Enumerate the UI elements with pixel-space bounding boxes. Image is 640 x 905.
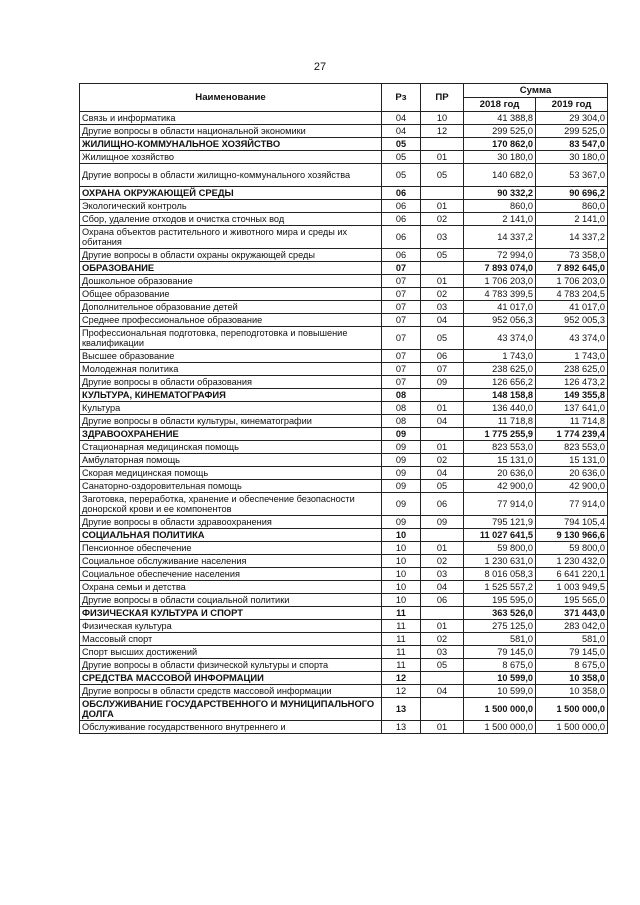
row-rz-cell: 05 <box>382 138 421 151</box>
table-row <box>80 633 608 646</box>
row-2019-cell: 11 714,8 <box>536 415 608 428</box>
row-2018-cell: 952 056,3 <box>464 314 536 327</box>
row-rz-cell: 11 <box>382 659 421 672</box>
row-name-cell: Стационарная медицинская помощь <box>80 441 382 454</box>
row-rz-cell: 05 <box>382 164 421 187</box>
row-rz-cell: 09 <box>382 493 421 516</box>
table-row <box>80 415 608 428</box>
header-rz: Рз <box>382 84 421 112</box>
row-pr-cell: 04 <box>421 581 464 594</box>
table-row <box>80 454 608 467</box>
row-rz-cell: 08 <box>382 389 421 402</box>
row-name-cell: Спорт высших достижений <box>80 646 382 659</box>
row-2019-cell: 149 355,8 <box>536 389 608 402</box>
row-2018-cell: 4 783 399,5 <box>464 288 536 301</box>
row-name-cell: Физическая культура <box>80 620 382 633</box>
row-2019-cell: 30 180,0 <box>536 151 608 164</box>
row-rz-cell: 06 <box>382 200 421 213</box>
row-2019-cell: 1 774 239,4 <box>536 428 608 441</box>
header-name: Наименование <box>80 84 382 112</box>
row-pr-cell: 03 <box>421 301 464 314</box>
row-2018-cell: 77 914,0 <box>464 493 536 516</box>
row-name-cell: ЖИЛИЩНО-КОММУНАЛЬНОЕ ХОЗЯЙСТВО <box>80 138 382 151</box>
header-year-2019: 2019 год <box>536 98 608 112</box>
row-2019-cell: 794 105,4 <box>536 516 608 529</box>
table-row <box>80 125 608 138</box>
row-2018-cell: 1 525 557,2 <box>464 581 536 594</box>
row-rz-cell: 10 <box>382 568 421 581</box>
row-rz-cell: 11 <box>382 620 421 633</box>
row-pr-cell: 03 <box>421 226 464 249</box>
row-name-cell: Скорая медицинская помощь <box>80 467 382 480</box>
row-rz-cell: 06 <box>382 213 421 226</box>
row-2018-cell: 42 900,0 <box>464 480 536 493</box>
row-2019-cell: 59 800,0 <box>536 542 608 555</box>
row-2018-cell: 238 625,0 <box>464 363 536 376</box>
row-pr-cell: 02 <box>421 555 464 568</box>
row-pr-cell <box>421 389 464 402</box>
table-row <box>80 402 608 415</box>
row-pr-cell: 05 <box>421 480 464 493</box>
row-2019-cell: 2 141,0 <box>536 213 608 226</box>
row-pr-cell <box>421 262 464 275</box>
row-pr-cell: 04 <box>421 685 464 698</box>
table-row <box>80 467 608 480</box>
row-2019-cell: 952 005,3 <box>536 314 608 327</box>
row-rz-cell: 09 <box>382 516 421 529</box>
table-row <box>80 441 608 454</box>
row-rz-cell: 06 <box>382 249 421 262</box>
row-pr-cell <box>421 187 464 200</box>
row-2019-cell: 9 130 966,6 <box>536 529 608 542</box>
table-row <box>80 555 608 568</box>
row-2018-cell: 2 141,0 <box>464 213 536 226</box>
row-pr-cell: 02 <box>421 288 464 301</box>
row-2018-cell: 140 682,0 <box>464 164 536 187</box>
header-year-2018: 2018 год <box>464 98 536 112</box>
row-2018-cell: 148 158,8 <box>464 389 536 402</box>
table-row <box>80 275 608 288</box>
row-name-cell: Жилищное хозяйство <box>80 151 382 164</box>
table-row <box>80 568 608 581</box>
row-pr-cell: 01 <box>421 620 464 633</box>
row-2019-cell: 90 696,2 <box>536 187 608 200</box>
table-row <box>80 249 608 262</box>
row-2019-cell: 15 131,0 <box>536 454 608 467</box>
row-pr-cell <box>421 428 464 441</box>
row-2018-cell: 299 525,0 <box>464 125 536 138</box>
row-name-cell: Социальное обслуживание населения <box>80 555 382 568</box>
row-name-cell: Другие вопросы в области здравоохранения <box>80 516 382 529</box>
row-name-cell: Социальное обеспечение населения <box>80 568 382 581</box>
header-pr: ПР <box>421 84 464 112</box>
row-2019-cell: 1 706 203,0 <box>536 275 608 288</box>
row-pr-cell <box>421 529 464 542</box>
row-rz-cell: 10 <box>382 555 421 568</box>
row-pr-cell: 05 <box>421 327 464 350</box>
row-pr-cell: 04 <box>421 467 464 480</box>
row-2018-cell: 14 337,2 <box>464 226 536 249</box>
section-row <box>80 428 608 441</box>
row-2018-cell: 43 374,0 <box>464 327 536 350</box>
row-name-cell: Связь и информатика <box>80 112 382 125</box>
row-pr-cell: 05 <box>421 164 464 187</box>
table-row <box>80 301 608 314</box>
row-rz-cell: 12 <box>382 672 421 685</box>
row-2018-cell: 860,0 <box>464 200 536 213</box>
row-2018-cell: 1 775 255,9 <box>464 428 536 441</box>
table-row <box>80 376 608 389</box>
row-name-cell: Другие вопросы в области культуры, кинематографии <box>80 415 382 428</box>
row-name-cell: Заготовка, переработка, хранение и обеспечение безопасности донорской крови и ее компонентов <box>80 493 382 516</box>
section-row <box>80 529 608 542</box>
row-rz-cell: 11 <box>382 607 421 620</box>
row-rz-cell: 07 <box>382 376 421 389</box>
table-row <box>80 659 608 672</box>
row-2019-cell: 77 914,0 <box>536 493 608 516</box>
table-row <box>80 350 608 363</box>
table-row <box>80 542 608 555</box>
row-pr-cell: 06 <box>421 594 464 607</box>
row-pr-cell: 01 <box>421 542 464 555</box>
row-rz-cell: 08 <box>382 402 421 415</box>
row-2018-cell: 195 595,0 <box>464 594 536 607</box>
row-rz-cell: 10 <box>382 581 421 594</box>
row-2019-cell: 1 003 949,5 <box>536 581 608 594</box>
row-2019-cell: 53 367,0 <box>536 164 608 187</box>
row-name-cell: Другие вопросы в области национальной экономики <box>80 125 382 138</box>
row-2019-cell: 6 641 220,1 <box>536 568 608 581</box>
row-2019-cell: 10 358,0 <box>536 685 608 698</box>
row-2018-cell: 1 230 631,0 <box>464 555 536 568</box>
row-name-cell: Молодежная политика <box>80 363 382 376</box>
row-2018-cell: 581,0 <box>464 633 536 646</box>
table-row <box>80 288 608 301</box>
row-name-cell: ОХРАНА ОКРУЖАЮЩЕЙ СРЕДЫ <box>80 187 382 200</box>
row-pr-cell: 04 <box>421 314 464 327</box>
row-2018-cell: 8 016 058,3 <box>464 568 536 581</box>
row-pr-cell: 05 <box>421 659 464 672</box>
row-rz-cell: 04 <box>382 112 421 125</box>
row-name-cell: ЗДРАВООХРАНЕНИЕ <box>80 428 382 441</box>
row-2018-cell: 8 675,0 <box>464 659 536 672</box>
table-row <box>80 200 608 213</box>
row-2019-cell: 238 625,0 <box>536 363 608 376</box>
row-name-cell: Охрана объектов растительного и животного мира и среды их обитания <box>80 226 382 249</box>
row-2018-cell: 11 027 641,5 <box>464 529 536 542</box>
row-name-cell: Экологический контроль <box>80 200 382 213</box>
row-rz-cell: 12 <box>382 685 421 698</box>
row-rz-cell: 10 <box>382 529 421 542</box>
row-2018-cell: 41 017,0 <box>464 301 536 314</box>
row-2019-cell: 195 565,0 <box>536 594 608 607</box>
row-pr-cell: 01 <box>421 441 464 454</box>
section-row <box>80 672 608 685</box>
row-2018-cell: 7 893 074,0 <box>464 262 536 275</box>
row-pr-cell <box>421 672 464 685</box>
header-sum: Сумма <box>464 84 608 98</box>
table-row <box>80 493 608 516</box>
row-pr-cell: 09 <box>421 516 464 529</box>
section-row <box>80 389 608 402</box>
row-pr-cell: 04 <box>421 415 464 428</box>
row-pr-cell: 01 <box>421 275 464 288</box>
row-2019-cell: 4 783 204,5 <box>536 288 608 301</box>
row-2018-cell: 72 994,0 <box>464 249 536 262</box>
row-2019-cell: 42 900,0 <box>536 480 608 493</box>
table-row <box>80 516 608 529</box>
page-number: 27 <box>313 61 327 73</box>
row-2019-cell: 299 525,0 <box>536 125 608 138</box>
table-row <box>80 646 608 659</box>
section-row <box>80 138 608 151</box>
row-pr-cell: 07 <box>421 363 464 376</box>
row-rz-cell: 07 <box>382 262 421 275</box>
table-row <box>80 226 608 249</box>
row-pr-cell: 12 <box>421 125 464 138</box>
row-rz-cell: 07 <box>382 288 421 301</box>
table-row <box>80 721 608 734</box>
row-rz-cell: 04 <box>382 125 421 138</box>
row-rz-cell: 07 <box>382 363 421 376</box>
row-pr-cell: 02 <box>421 454 464 467</box>
row-pr-cell: 03 <box>421 646 464 659</box>
section-row <box>80 698 608 721</box>
table-row <box>80 480 608 493</box>
row-rz-cell: 13 <box>382 698 421 721</box>
row-name-cell: Амбулаторная помощь <box>80 454 382 467</box>
table-row <box>80 327 608 350</box>
row-2018-cell: 41 388,8 <box>464 112 536 125</box>
row-2018-cell: 11 718,8 <box>464 415 536 428</box>
row-2019-cell: 20 636,0 <box>536 467 608 480</box>
row-2018-cell: 1 743,0 <box>464 350 536 363</box>
row-rz-cell: 11 <box>382 633 421 646</box>
row-rz-cell: 09 <box>382 454 421 467</box>
row-rz-cell: 08 <box>382 415 421 428</box>
budget-table <box>79 83 608 734</box>
row-2018-cell: 1 500 000,0 <box>464 698 536 721</box>
row-rz-cell: 07 <box>382 350 421 363</box>
row-pr-cell: 01 <box>421 200 464 213</box>
row-2018-cell: 10 599,0 <box>464 685 536 698</box>
row-name-cell: Сбор, удаление отходов и очистка сточных вод <box>80 213 382 226</box>
table-body <box>80 112 608 734</box>
row-2018-cell: 1 500 000,0 <box>464 721 536 734</box>
row-name-cell: Другие вопросы в области физической культуры и спорта <box>80 659 382 672</box>
row-2018-cell: 823 553,0 <box>464 441 536 454</box>
row-name-cell: Массовый спорт <box>80 633 382 646</box>
section-row <box>80 262 608 275</box>
row-2018-cell: 795 121,9 <box>464 516 536 529</box>
row-name-cell: Дошкольное образование <box>80 275 382 288</box>
row-2018-cell: 10 599,0 <box>464 672 536 685</box>
table-row <box>80 620 608 633</box>
table-row <box>80 151 608 164</box>
row-2018-cell: 1 706 203,0 <box>464 275 536 288</box>
row-2019-cell: 8 675,0 <box>536 659 608 672</box>
row-pr-cell: 10 <box>421 112 464 125</box>
row-pr-cell <box>421 698 464 721</box>
row-name-cell: Дополнительное образование детей <box>80 301 382 314</box>
row-rz-cell: 07 <box>382 314 421 327</box>
row-pr-cell: 01 <box>421 721 464 734</box>
row-name-cell: Культура <box>80 402 382 415</box>
row-rz-cell: 06 <box>382 187 421 200</box>
row-name-cell: Охрана семьи и детства <box>80 581 382 594</box>
row-2019-cell: 79 145,0 <box>536 646 608 659</box>
row-pr-cell <box>421 138 464 151</box>
row-2018-cell: 363 526,0 <box>464 607 536 620</box>
row-name-cell: КУЛЬТУРА, КИНЕМАТОГРАФИЯ <box>80 389 382 402</box>
row-rz-cell: 11 <box>382 646 421 659</box>
row-name-cell: ФИЗИЧЕСКАЯ КУЛЬТУРА И СПОРТ <box>80 607 382 620</box>
row-pr-cell: 01 <box>421 151 464 164</box>
row-rz-cell: 09 <box>382 428 421 441</box>
row-2018-cell: 79 145,0 <box>464 646 536 659</box>
row-rz-cell: 07 <box>382 301 421 314</box>
row-2018-cell: 275 125,0 <box>464 620 536 633</box>
row-2019-cell: 29 304,0 <box>536 112 608 125</box>
row-name-cell: Санаторно-оздоровительная помощь <box>80 480 382 493</box>
row-name-cell: Другие вопросы в области охраны окружающей среды <box>80 249 382 262</box>
row-2019-cell: 73 358,0 <box>536 249 608 262</box>
row-name-cell: Пенсионное обеспечение <box>80 542 382 555</box>
row-2018-cell: 136 440,0 <box>464 402 536 415</box>
row-2019-cell: 7 892 645,0 <box>536 262 608 275</box>
row-rz-cell: 10 <box>382 542 421 555</box>
row-2019-cell: 283 042,0 <box>536 620 608 633</box>
row-rz-cell: 07 <box>382 327 421 350</box>
row-2018-cell: 59 800,0 <box>464 542 536 555</box>
table-row <box>80 685 608 698</box>
table-row <box>80 314 608 327</box>
row-2019-cell: 137 641,0 <box>536 402 608 415</box>
row-name-cell: Профессиональная подготовка, переподготовка и повышение квалификации <box>80 327 382 350</box>
row-2019-cell: 1 230 432,0 <box>536 555 608 568</box>
row-name-cell: СРЕДСТВА МАССОВОЙ ИНФОРМАЦИИ <box>80 672 382 685</box>
row-pr-cell: 06 <box>421 493 464 516</box>
row-2019-cell: 371 443,0 <box>536 607 608 620</box>
row-rz-cell: 07 <box>382 275 421 288</box>
table-row <box>80 164 608 187</box>
row-2019-cell: 10 358,0 <box>536 672 608 685</box>
row-2019-cell: 43 374,0 <box>536 327 608 350</box>
row-2018-cell: 30 180,0 <box>464 151 536 164</box>
row-name-cell: Другие вопросы в области образования <box>80 376 382 389</box>
row-name-cell: ОБСЛУЖИВАНИЕ ГОСУДАРСТВЕННОГО И МУНИЦИПАЛЬНОГО ДОЛГА <box>80 698 382 721</box>
table-row <box>80 112 608 125</box>
row-pr-cell: 09 <box>421 376 464 389</box>
table-row <box>80 581 608 594</box>
row-2019-cell: 581,0 <box>536 633 608 646</box>
row-2019-cell: 1 500 000,0 <box>536 698 608 721</box>
table-row <box>80 594 608 607</box>
row-2018-cell: 15 131,0 <box>464 454 536 467</box>
row-2019-cell: 83 547,0 <box>536 138 608 151</box>
row-2018-cell: 90 332,2 <box>464 187 536 200</box>
row-2019-cell: 823 553,0 <box>536 441 608 454</box>
row-pr-cell <box>421 607 464 620</box>
row-name-cell: СОЦИАЛЬНАЯ ПОЛИТИКА <box>80 529 382 542</box>
row-name-cell: Общее образование <box>80 288 382 301</box>
row-pr-cell: 01 <box>421 402 464 415</box>
row-2019-cell: 41 017,0 <box>536 301 608 314</box>
row-rz-cell: 10 <box>382 594 421 607</box>
row-rz-cell: 09 <box>382 480 421 493</box>
section-row <box>80 187 608 200</box>
row-name-cell: Высшее образование <box>80 350 382 363</box>
row-name-cell: Другие вопросы в области социальной политики <box>80 594 382 607</box>
row-rz-cell: 09 <box>382 441 421 454</box>
table-row <box>80 213 608 226</box>
row-pr-cell: 02 <box>421 633 464 646</box>
table-row <box>80 363 608 376</box>
row-pr-cell: 05 <box>421 249 464 262</box>
row-name-cell: Среднее профессиональное образование <box>80 314 382 327</box>
row-2019-cell: 126 473,2 <box>536 376 608 389</box>
row-name-cell: Другие вопросы в области жилищно-коммунального хозяйства <box>80 164 382 187</box>
row-2019-cell: 14 337,2 <box>536 226 608 249</box>
row-rz-cell: 05 <box>382 151 421 164</box>
row-2019-cell: 1 500 000,0 <box>536 721 608 734</box>
row-name-cell: Обслуживание государственного внутреннего и <box>80 721 382 734</box>
row-rz-cell: 09 <box>382 467 421 480</box>
row-2019-cell: 860,0 <box>536 200 608 213</box>
row-2018-cell: 170 862,0 <box>464 138 536 151</box>
row-rz-cell: 13 <box>382 721 421 734</box>
row-name-cell: ОБРАЗОВАНИЕ <box>80 262 382 275</box>
row-pr-cell: 03 <box>421 568 464 581</box>
section-row <box>80 607 608 620</box>
row-pr-cell: 02 <box>421 213 464 226</box>
row-name-cell: Другие вопросы в области средств массовой информации <box>80 685 382 698</box>
row-pr-cell: 06 <box>421 350 464 363</box>
row-rz-cell: 06 <box>382 226 421 249</box>
row-2018-cell: 126 656,2 <box>464 376 536 389</box>
row-2019-cell: 1 743,0 <box>536 350 608 363</box>
row-2018-cell: 20 636,0 <box>464 467 536 480</box>
